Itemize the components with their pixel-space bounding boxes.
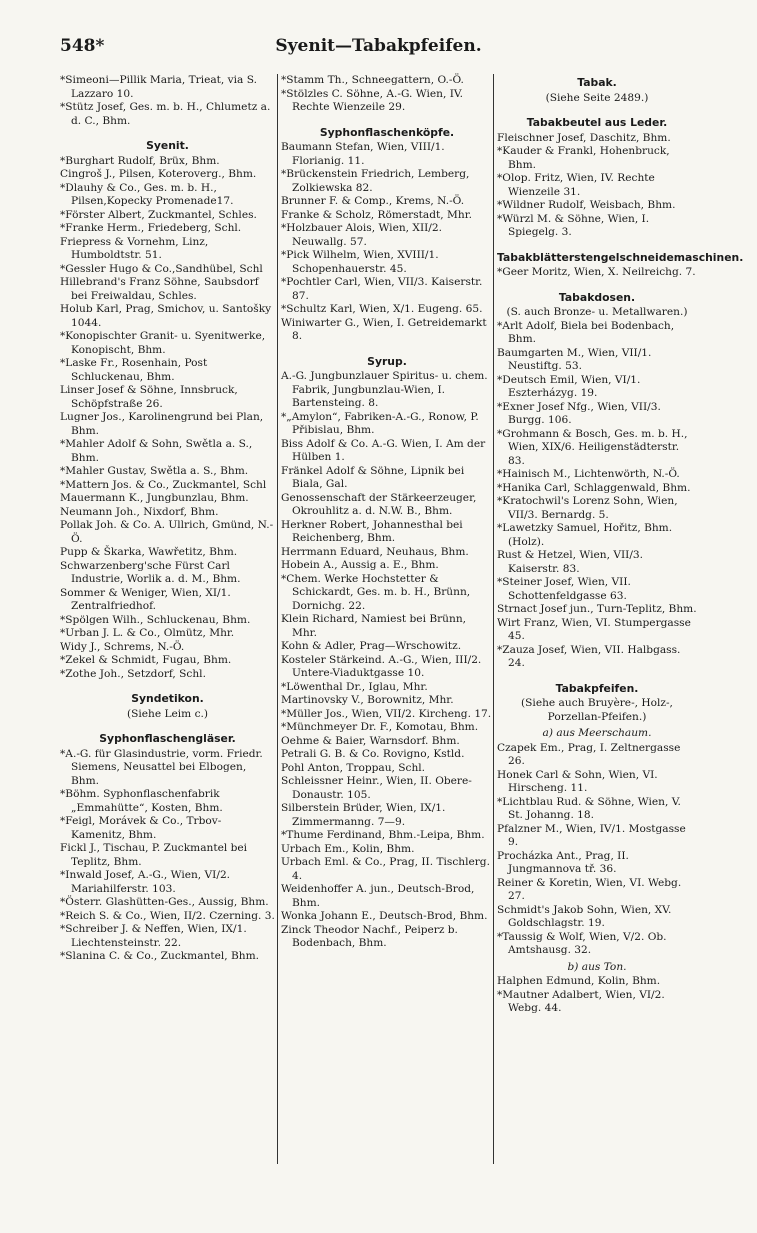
directory-entry: *Thume Ferdinand, Bhm.-Leipa, Bhm. (281, 829, 485, 841)
directory-entry: *Mautner Adalbert, Wien, VI/2. Webg. 44. (497, 988, 665, 1014)
directory-entry: Honek Carl & Sohn, Wien, VI. Hirscheng. 11. (497, 768, 658, 794)
directory-entry: *Müller Jos., Wien, VII/2. Kircheng. 17. (281, 707, 492, 720)
directory-entry: *Zekel & Schmidt, Fugau, Bhm. (60, 654, 232, 666)
directory-entry: Czapek Em., Prag, I. Zeltnergasse 26. (497, 741, 681, 767)
directory-entry: Pohl Anton, Troppau, Schl. (281, 761, 426, 774)
subsection-heading: b) aus Ton. (567, 960, 627, 973)
directory-entry: *Reich S. & Co., Wien, II/2. Czerning. 3. (60, 909, 275, 922)
directory-entry: Wonka Johann E., Deutsch-Brod, Bhm. (281, 910, 488, 922)
directory-entry: *Münchmeyer Dr. F., Komotau, Bhm. (281, 721, 479, 733)
column-divider (277, 74, 278, 1164)
directory-entry: Wirt Franz, Wien, VI. Stumpergasse 45. (497, 616, 691, 642)
directory-entry: *Dlauhy & Co., Ges. m. b. H., Pilsen,Kopecky Promenade17. (60, 181, 234, 207)
directory-entry: *Pochtler Carl, Wien, VII/3. Kaiserstr. 87. (281, 276, 483, 302)
directory-entry: *Exner Josef Nfg., Wien, VII/3. Burgg. 106. (497, 400, 661, 426)
section-heading: Tabakblätterstengelschneidemaschinen. (497, 250, 744, 264)
directory-entry: Pupp & Škarka, Wawřetitz, Bhm. (60, 546, 238, 558)
column-middle (281, 74, 493, 951)
section-heading: Tabak. (577, 76, 617, 89)
directory-entry: Franke & Scholz, Römerstadt, Mhr. (281, 208, 472, 221)
directory-entry: *Laske Fr., Rosenhain, Post Schluckenau, Bhm. (60, 357, 208, 383)
cross-reference-note: (Siehe Seite 2489.) (545, 91, 649, 104)
directory-entry: Weidenhoffer A. jun., Deutsch-Brod, Bhm. (281, 883, 475, 909)
directory-entry: *Burghart Rudolf, Brüx, Bhm. (60, 154, 220, 167)
directory-entry: *Simeoni—Pillik Maria, Trieat, via S. Lazzaro 10. (60, 74, 257, 100)
directory-entry: *Inwald Josef, A.-G., Wien, VI/2. Mariahilferstr. 103. (60, 869, 231, 895)
section-heading: Tabakbeutel aus Leder. (526, 116, 668, 129)
directory-entry: *Deutsch Emil, Wien, VI/1. Eszterházyg. 19. (497, 373, 641, 399)
directory-entry: Cingroš J., Pilsen, Koteroverg., Bhm. (60, 168, 257, 180)
directory-entry: *Böhm. Syphonflaschenfabrik „Emmahütte“, Kosten, Bhm. (60, 788, 223, 814)
directory-entry: Winiwarter G., Wien, I. Getreidemarkt 8. (281, 316, 487, 342)
directory-entry: *Schreiber J. & Neffen, Wien, IX/1. Liechtensteinstr. 22. (60, 923, 247, 949)
directory-entry: *Franke Herm., Friedeberg, Schl. (60, 222, 242, 234)
directory-entry: *Stölzles C. Söhne, A.-G. Wien, IV. Rechte Wienzeile 29. (281, 87, 464, 113)
directory-entry: Biss Adolf & Co. A.-G. Wien, I. Am der Hülben 1. (281, 437, 486, 463)
directory-entry: Oehme & Baier, Warnsdorf. Bhm. (281, 734, 460, 747)
directory-entry: Martinovsky V., Borownitz, Mhr. (281, 694, 454, 706)
directory-entry: Kosteler Stärkeind. A.-G., Wien, III/2. Untere-Viaduktgasse 10. (281, 653, 482, 679)
directory-entry: *Schultz Karl, Wien, X/1. Eugeng. 65. (281, 303, 483, 315)
directory-entry: Herrmann Eduard, Neuhaus, Bhm. (281, 545, 469, 558)
directory-entry: Mauermann K., Jungbunzlau, Bhm. (60, 492, 249, 504)
section-heading: Syphonflaschengläser. (99, 732, 236, 745)
directory-entry: *A.-G. für Glasindustrie, vorm. Friedr. Siemens, Neusattel bei Elbogen, Bhm. (60, 747, 263, 787)
directory-entry: *Würzl M. & Söhne, Wien, I. Spiegelg. 3. (497, 212, 650, 238)
directory-entry: *Hanika Carl, Schlaggenwald, Bhm. (497, 481, 691, 494)
directory-entry: Klein Richard, Namiest bei Brünn, Mhr. (281, 613, 467, 639)
section-heading: Syndetikon. (131, 692, 204, 705)
directory-entry: Hillebrand's Franz Söhne, Saubsdorf bei Freiwaldau, Schles. (60, 276, 259, 302)
directory-entry: Fränkel Adolf & Söhne, Lipnik bei Biala, Gal. (281, 464, 465, 490)
directory-entry: Widy J., Schrems, N.-Ö. (60, 640, 185, 653)
directory-entry: *Lichtblau Rud. & Söhne, Wien, V. St. Johanng. 18. (497, 795, 681, 821)
directory-entry: Petrali G. B. & Co. Rovigno, Kstld. (281, 748, 465, 760)
directory-entry: *Stütz Josef, Ges. m. b. H., Chlumetz a. d. C., Bhm. (60, 101, 271, 127)
directory-entry: Procházka Ant., Prag, II. Jungmannova tř. 36. (497, 849, 629, 875)
directory-entry: Silberstein Brüder, Wien, IX/1. Zimmermanng. 7—9. (281, 802, 446, 828)
directory-entry: Fickl J., Tischau, P. Zuckmantel bei Teplitz, Bhm. (60, 842, 248, 868)
directory-entry: *Geer Moritz, Wien, X. Neilreichg. 7. (497, 266, 696, 278)
directory-entry: *Steiner Josef, Wien, VII. Schottenfeldgasse 63. (497, 576, 631, 602)
cross-reference-note: (Siehe Leim c.) (126, 707, 209, 720)
directory-entry: *Förster Albert, Zuckmantel, Schles. (60, 208, 257, 221)
directory-entry: Zinck Theodor Nachf., Peiperz b. Bodenbach, Bhm. (281, 923, 458, 949)
directory-entry: *Mahler Gustav, Swětla a. S., Bhm. (60, 465, 249, 477)
directory-entry: *„Amylon“, Fabriken-A.-G., Ronow, P. Přibislau, Bhm. (281, 410, 479, 436)
section-heading: Syrup. (367, 354, 407, 368)
directory-entry: *Österr. Glashütten-Ges., Aussig, Bhm. (60, 896, 269, 908)
directory-entry: Baumann Stefan, Wien, VIII/1. Florianig. 11. (281, 141, 445, 167)
directory-entry: *Kauder & Frankl, Hohenbruck, Bhm. (497, 145, 670, 171)
directory-entry: Friepress & Vornehm, Linz, Humboldtstr. 51. (60, 235, 209, 261)
directory-entry: *Gessler Hugo & Co.,Sandhübel, Schl (60, 262, 263, 275)
directory-entry: Holub Karl, Prag, Smichov, u. Santošky 1044. (60, 303, 272, 329)
directory-entry: *Holzbauer Alois, Wien, XII/2. Neuwallg. 57. (281, 222, 442, 248)
directory-entry: A.-G. Jungbunzlauer Spiritus- u. chem. Fabrik, Jungbunzlau-Wien, I. Bartensteing. 8. (281, 370, 488, 409)
directory-entry: *Spölgen Wilh., Schluckenau, Bhm. (60, 613, 251, 626)
directory-entry: *Löwenthal Dr., Iglau, Mhr. (281, 680, 428, 693)
directory-entry: Hobein A., Aussig a. E., Bhm. (281, 559, 439, 571)
column-right (497, 74, 744, 1016)
directory-entry: *Chem. Werke Hochstetter & Schickardt, Ges. m. b. H., Brünn, Dornichg. 22. (281, 572, 471, 612)
column-left (60, 74, 275, 964)
directory-entry: Herkner Robert, Johannesthal bei Reichenberg, Bhm. (281, 518, 463, 544)
directory-entry: Pfalzner M., Wien, IV/1. Mostgasse 9. (497, 822, 686, 848)
directory-entry: Reiner & Koretin, Wien, VI. Webg. 27. (497, 876, 682, 902)
directory-entry: Schmidt's Jakob Sohn, Wien, XV. Goldschlagstr. 19. (497, 903, 672, 929)
directory-entry: Strnact Josef jun., Turn-Teplitz, Bhm. (497, 603, 697, 615)
directory-entry: *Arlt Adolf, Biela bei Bodenbach, Bhm. (497, 319, 675, 345)
directory-entry: *Wildner Rudolf, Weisbach, Bhm. (497, 199, 676, 211)
section-heading: Syenit. (146, 139, 189, 152)
directory-entry: *Feigl, Morávek & Co., Trbov-Kamenitz, Bhm. (60, 815, 222, 841)
directory-entry: *Konopischter Granit- u. Syenitwerke, Konopischt, Bhm. (60, 330, 266, 356)
section-heading: Tabakpfeifen. (555, 681, 639, 695)
directory-entry: *Lawetzky Samuel, Hořitz, Bhm. (Holz). (497, 522, 673, 548)
cross-reference-note: (S. auch Bronze- u. Metallwaren.) (506, 306, 688, 318)
directory-entry: Kohn & Adler, Prag—Wrschowitz. (281, 640, 462, 652)
directory-entry: *Zauza Josef, Wien, VII. Halbgass. 24. (497, 643, 681, 669)
directory-entry: *Mahler Adolf & Sohn, Swětla a. S., Bhm. (60, 438, 253, 464)
directory-entry: *Mattern Jos. & Co., Zuckmantel, Schl (60, 478, 267, 491)
directory-entry: Fleischner Josef, Daschitz, Bhm. (497, 131, 671, 144)
directory-entry: Baumgarten M., Wien, VII/1. Neustiftg. 53. (497, 346, 652, 372)
directory-entry: *Hainisch M., Lichtenwörth, N.-Ö. (497, 468, 680, 480)
directory-entry: *Taussig & Wolf, Wien, V/2. Ob. Amtshausg. 32. (497, 930, 667, 956)
directory-entry: Schleissner Heinr., Wien, II. Obere-Donaustr. 105. (281, 775, 472, 801)
directory-entry: Urbach Em., Kolin, Bhm. (281, 842, 415, 855)
page-title: Syenit—Tabakpfeifen. (275, 36, 482, 56)
directory-entry: *Pick Wilhelm, Wien, XVIII/1. Schopenhauerstr. 45. (281, 249, 439, 275)
cross-reference-note: (Siehe auch Bruyère-, Holz-, Porzellan-Pfeifen.) (521, 697, 673, 723)
section-heading: Syphonflaschenköpfe. (319, 125, 455, 139)
directory-entry: Genossenschaft der Stärkeerzeuger, Okrouhlitz a. d. N.W. B., Bhm. (281, 491, 477, 517)
directory-entry: Pollak Joh. & Co. A. Ullrich, Gmünd, N.-Ö. (60, 519, 274, 545)
directory-entry: Neumann Joh., Nixdorf, Bhm. (60, 505, 219, 518)
section-heading: Tabakdosen. (558, 290, 636, 304)
directory-entry: *Urban J. L. & Co., Olmütz, Mhr. (60, 627, 235, 639)
directory-entry: *Olop. Fritz, Wien, IV. Rechte Wienzeile 31. (497, 172, 655, 198)
directory-entry: *Stamm Th., Schneegattern, O.-Ö. (281, 74, 464, 86)
directory-entry: Sommer & Weniger, Wien, XI/1. Zentralfriedhof. (60, 586, 231, 612)
directory-entry: *Brückenstein Friedrich, Lemberg, Zolkiewska 82. (281, 168, 470, 194)
directory-entry: Schwarzenberg'sche Fürst Carl Industrie, Worlik a. d. M., Bhm. (60, 559, 241, 585)
directory-entry: Lugner Jos., Karolinengrund bei Plan, Bhm. (60, 411, 264, 437)
directory-entry: Brunner F. & Comp., Krems, N.-Ö. (281, 195, 465, 207)
directory-entry: Rust & Hetzel, Wien, VII/3. Kaiserstr. 83. (497, 549, 644, 575)
directory-entry: *Kratochwil's Lorenz Sohn, Wien, VII/3. Bernardg. 5. (497, 495, 678, 521)
directory-entry: Halphen Edmund, Kolin, Bhm. (497, 975, 661, 987)
directory-entry: Linser Josef & Söhne, Innsbruck, Schöpfstraße 26. (60, 384, 238, 410)
page-number: 548* (60, 36, 105, 56)
directory-entry: Urbach Eml. & Co., Prag, II. Tischlerg. 4. (281, 856, 490, 882)
directory-entry: *Zothe Joh., Setzdorf, Schl. (60, 667, 206, 680)
column-divider (493, 74, 494, 1164)
directory-entry: *Grohmann & Bosch, Ges. m. b. H., Wien, XIX/6. Heiligenstädterstr. 83. (497, 427, 688, 467)
subsection-heading: a) aus Meerschaum. (542, 727, 652, 739)
directory-entry: *Slanina C. & Co., Zuckmantel, Bhm. (60, 950, 260, 962)
